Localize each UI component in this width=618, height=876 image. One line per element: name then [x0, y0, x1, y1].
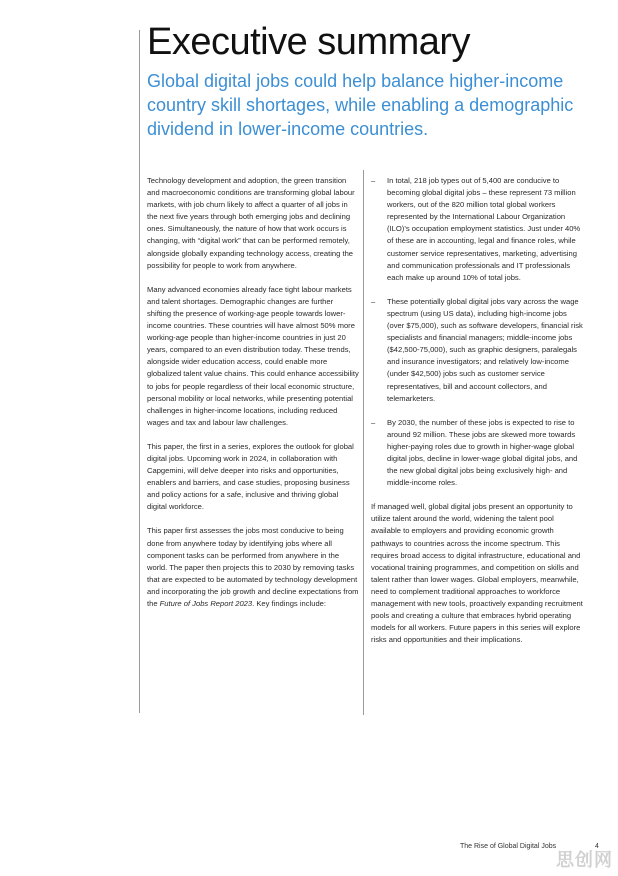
right-column	[371, 175, 585, 658]
list-item	[371, 417, 585, 490]
report-title-italic: Future of Jobs Report 2023	[159, 599, 253, 608]
paragraph-intro: Technology development and adoption, the green transition and macroeconomic conditions are transforming global labour markets, with job churn likely to affect a quarter of all jobs in the next five years through both emerging jobs and declining ones. Simultaneously, the nature of how that work occurs is changing, with “digital work” that can be performed remotely, alongside globally expanding technology access, creating the possibility for people to work from anywhere.	[147, 176, 355, 270]
dash-bullet: –	[371, 296, 376, 306]
methodology-text: This paper first assesses the jobs most conducive to being done from anywhere today by identifying jobs where all component tasks can be performed from anywhere in the world. The paper then projects this to 2030 by removing tasks that are expected to be automated by technology development and incorporating the job growth and decline expectations from the	[147, 526, 359, 608]
list-item-text: By 2030, the number of these jobs is expected to rise to around 92 million. These jobs are skewed more towards higher-paying roles due to growth in higher-wage global digital jobs, decline in lower-wage global digital jobs, and the new global digital jobs being exclusively high- and middle-income roles.	[387, 417, 578, 488]
paragraph-series: This paper, the first in a series, explores the outlook for global digital jobs. Upcoming work in 2024, in collaboration with Capgemini, will delve deeper into risks and opportunities, enablers and barriers, and case studies, proposing business and policy actions for a safe, inclusive and thriving global digital workforce.	[147, 441, 354, 512]
column-rule-divider	[363, 170, 364, 715]
paragraph-demographics: Many advanced economies already face tight labour markets and talent shortages. Demographic changes are further shifting the presence of working-age people towards lower-income countries. These countries will have almost 50% more working-age people than higher-income countries in just 20 years, compared to an even distribution today. These trends, alongside wider education access, could enable more globalized talent value chains. This could enhance accessibility to jobs for people regardless of their local economic structure, personal mobility or local networks, while presenting potential challenges in higher-income locations, including reduced wages and tax and labour law challenges.	[147, 284, 359, 427]
watermark-logo: 思创网	[556, 850, 613, 870]
page-title: Executive summary	[147, 21, 471, 63]
list-item-text: In total, 218 job types out of 5,400 are conducive to becoming global digital jobs – these represent 73 million workers, out of the 820 million total global workers represented by the International Labour Organization (ILO)’s occupation employment statistics. Just under 40% of these are in accounting, legal and finance roles, while customer service representatives, marketing, advertising and communication professionals and IT professionals each make up around 10% of total jobs.	[387, 176, 581, 282]
page-subtitle: Global digital jobs could help balance higher-income country skill shortages, while enabling a demographic dividend in lower-income countries.	[147, 71, 574, 139]
dash-bullet: –	[371, 417, 376, 427]
key-findings-list	[371, 175, 585, 489]
paragraph-closing: If managed well, global digital jobs present an opportunity to utilize talent around the world, widening the talent pool available to employers and providing economic growth pathways to countries across the income spectrum. This requires broad access to digital infrastructure, educational and vocational training programmes, and competition on skills and talent rather than lower wages. Global employers, meanwhile, need to complement traditional approaches to workforce management with new tools, proactively expanding recruitment pools and creating a culture that embraces hybrid operating models for all workers. Future papers in this series will explore risks and opportunities and their implications.	[371, 502, 583, 645]
page-number: 4	[595, 843, 599, 850]
left-column	[147, 175, 359, 622]
dash-bullet: –	[371, 176, 376, 185]
left-rule-divider	[139, 30, 140, 713]
methodology-text-end: . Key findings include:	[252, 599, 326, 608]
list-item-text: These potentially global digital jobs vary across the wage spectrum (using US data), including high-income jobs (over $75,000), such as software developers, financial risk specialists and financial managers; middle-income jobs ($42,500-75,000), such as graphic designers, paralegals and insurance investigators; and relatively low-income (under $42,500) jobs such as customer service representatives, bill and account collectors, and telemarketers.	[387, 296, 583, 403]
list-item	[371, 175, 585, 284]
paragraph-methodology	[147, 525, 359, 610]
footer-report-title: The Rise of Global Digital Jobs	[460, 843, 557, 850]
list-item	[371, 296, 585, 405]
